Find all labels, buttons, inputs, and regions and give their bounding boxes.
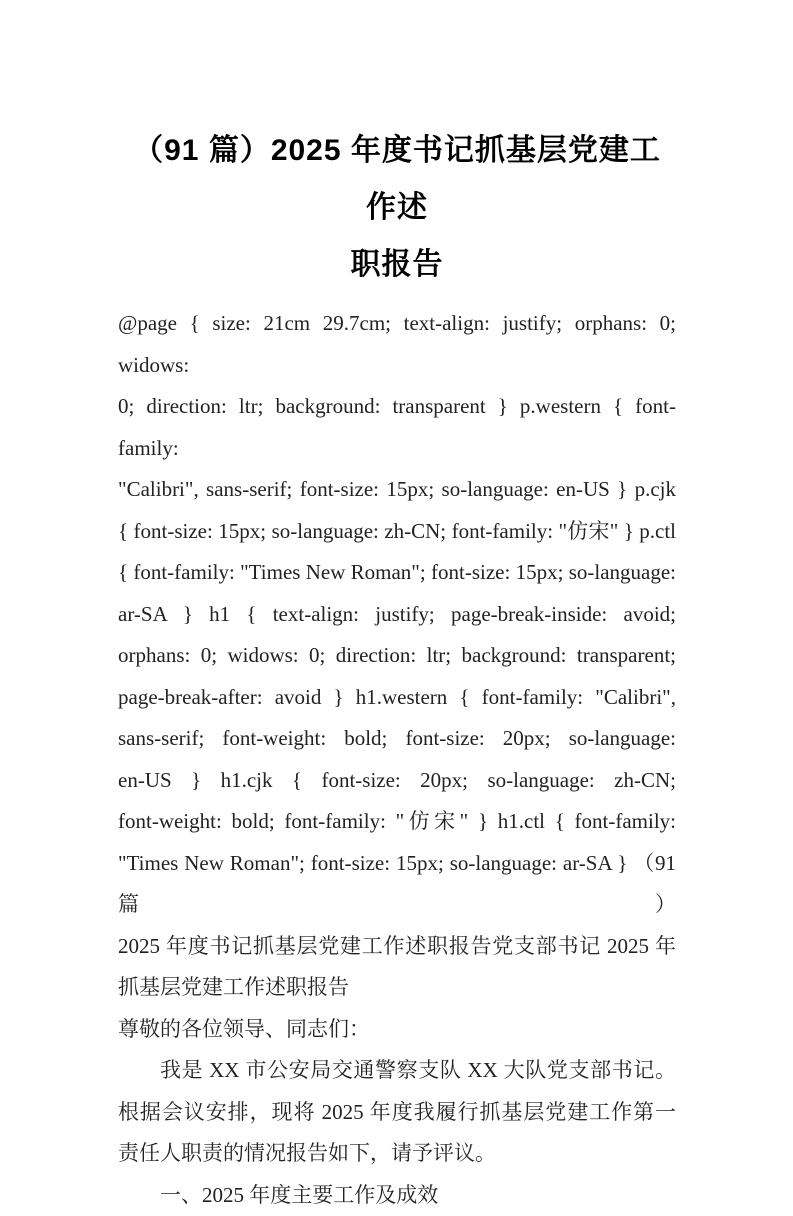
text-line: 责任人职责的情况报告如下，请予评议。 <box>118 1133 676 1175</box>
text-line: 根据会议安排，现将 2025 年度我履行抓基层党建工作第一 <box>118 1092 676 1134</box>
text-line: "Calibri", sans-serif; font-size: 15px; so-language: en-US } p.cjk <box>118 469 676 511</box>
text-line: ar-SA } h1 { text-align: justify; page-break-inside: avoid; <box>118 594 676 636</box>
page-title <box>118 122 676 293</box>
text-line: sans-serif; font-weight: bold; font-size: 20px; so-language: <box>118 718 676 760</box>
text-line: 我是 XX 市公安局交通警察支队 XX 大队党支部书记。 <box>118 1050 676 1092</box>
text-line: @page { size: 21cm 29.7cm; text-align: justify; orphans: 0; widows: <box>118 303 676 386</box>
text-line: 抓基层党建工作述职报告 <box>118 967 676 1009</box>
text-line: 2025 年度书记抓基层党建工作述职报告党支部书记 2025 年 <box>118 926 676 968</box>
text-line: page-break-after: avoid } h1.western { font-family: "Calibri", <box>118 677 676 719</box>
text-line: "Times New Roman"; font-size: 15px; so-language: ar-SA } （91 篇） <box>118 843 676 926</box>
text-line: 0; direction: ltr; background: transparent } p.western { font-family: <box>118 386 676 469</box>
text-line: font-weight: bold; font-family: "仿宋" } h1.ctl { font-family: <box>118 801 676 843</box>
page-title-line-1: （91 篇）2025 年度书记抓基层党建工作述 <box>118 122 676 236</box>
text-line: { font-family: "Times New Roman"; font-size: 15px; so-language: <box>118 552 676 594</box>
text-line: 一、2025 年度主要工作及成效 <box>118 1175 676 1216</box>
page-title-line-2: 职报告 <box>118 236 676 293</box>
text-line: en-US } h1.cjk { font-size: 20px; so-language: zh-CN; <box>118 760 676 802</box>
text-line: { font-size: 15px; so-language: zh-CN; font-family: "仿宋" } p.ctl <box>118 511 676 553</box>
document-body <box>118 303 676 1216</box>
text-line: orphans: 0; widows: 0; direction: ltr; background: transparent; <box>118 635 676 677</box>
text-line: 尊敬的各位领导、同志们： <box>118 1009 676 1051</box>
